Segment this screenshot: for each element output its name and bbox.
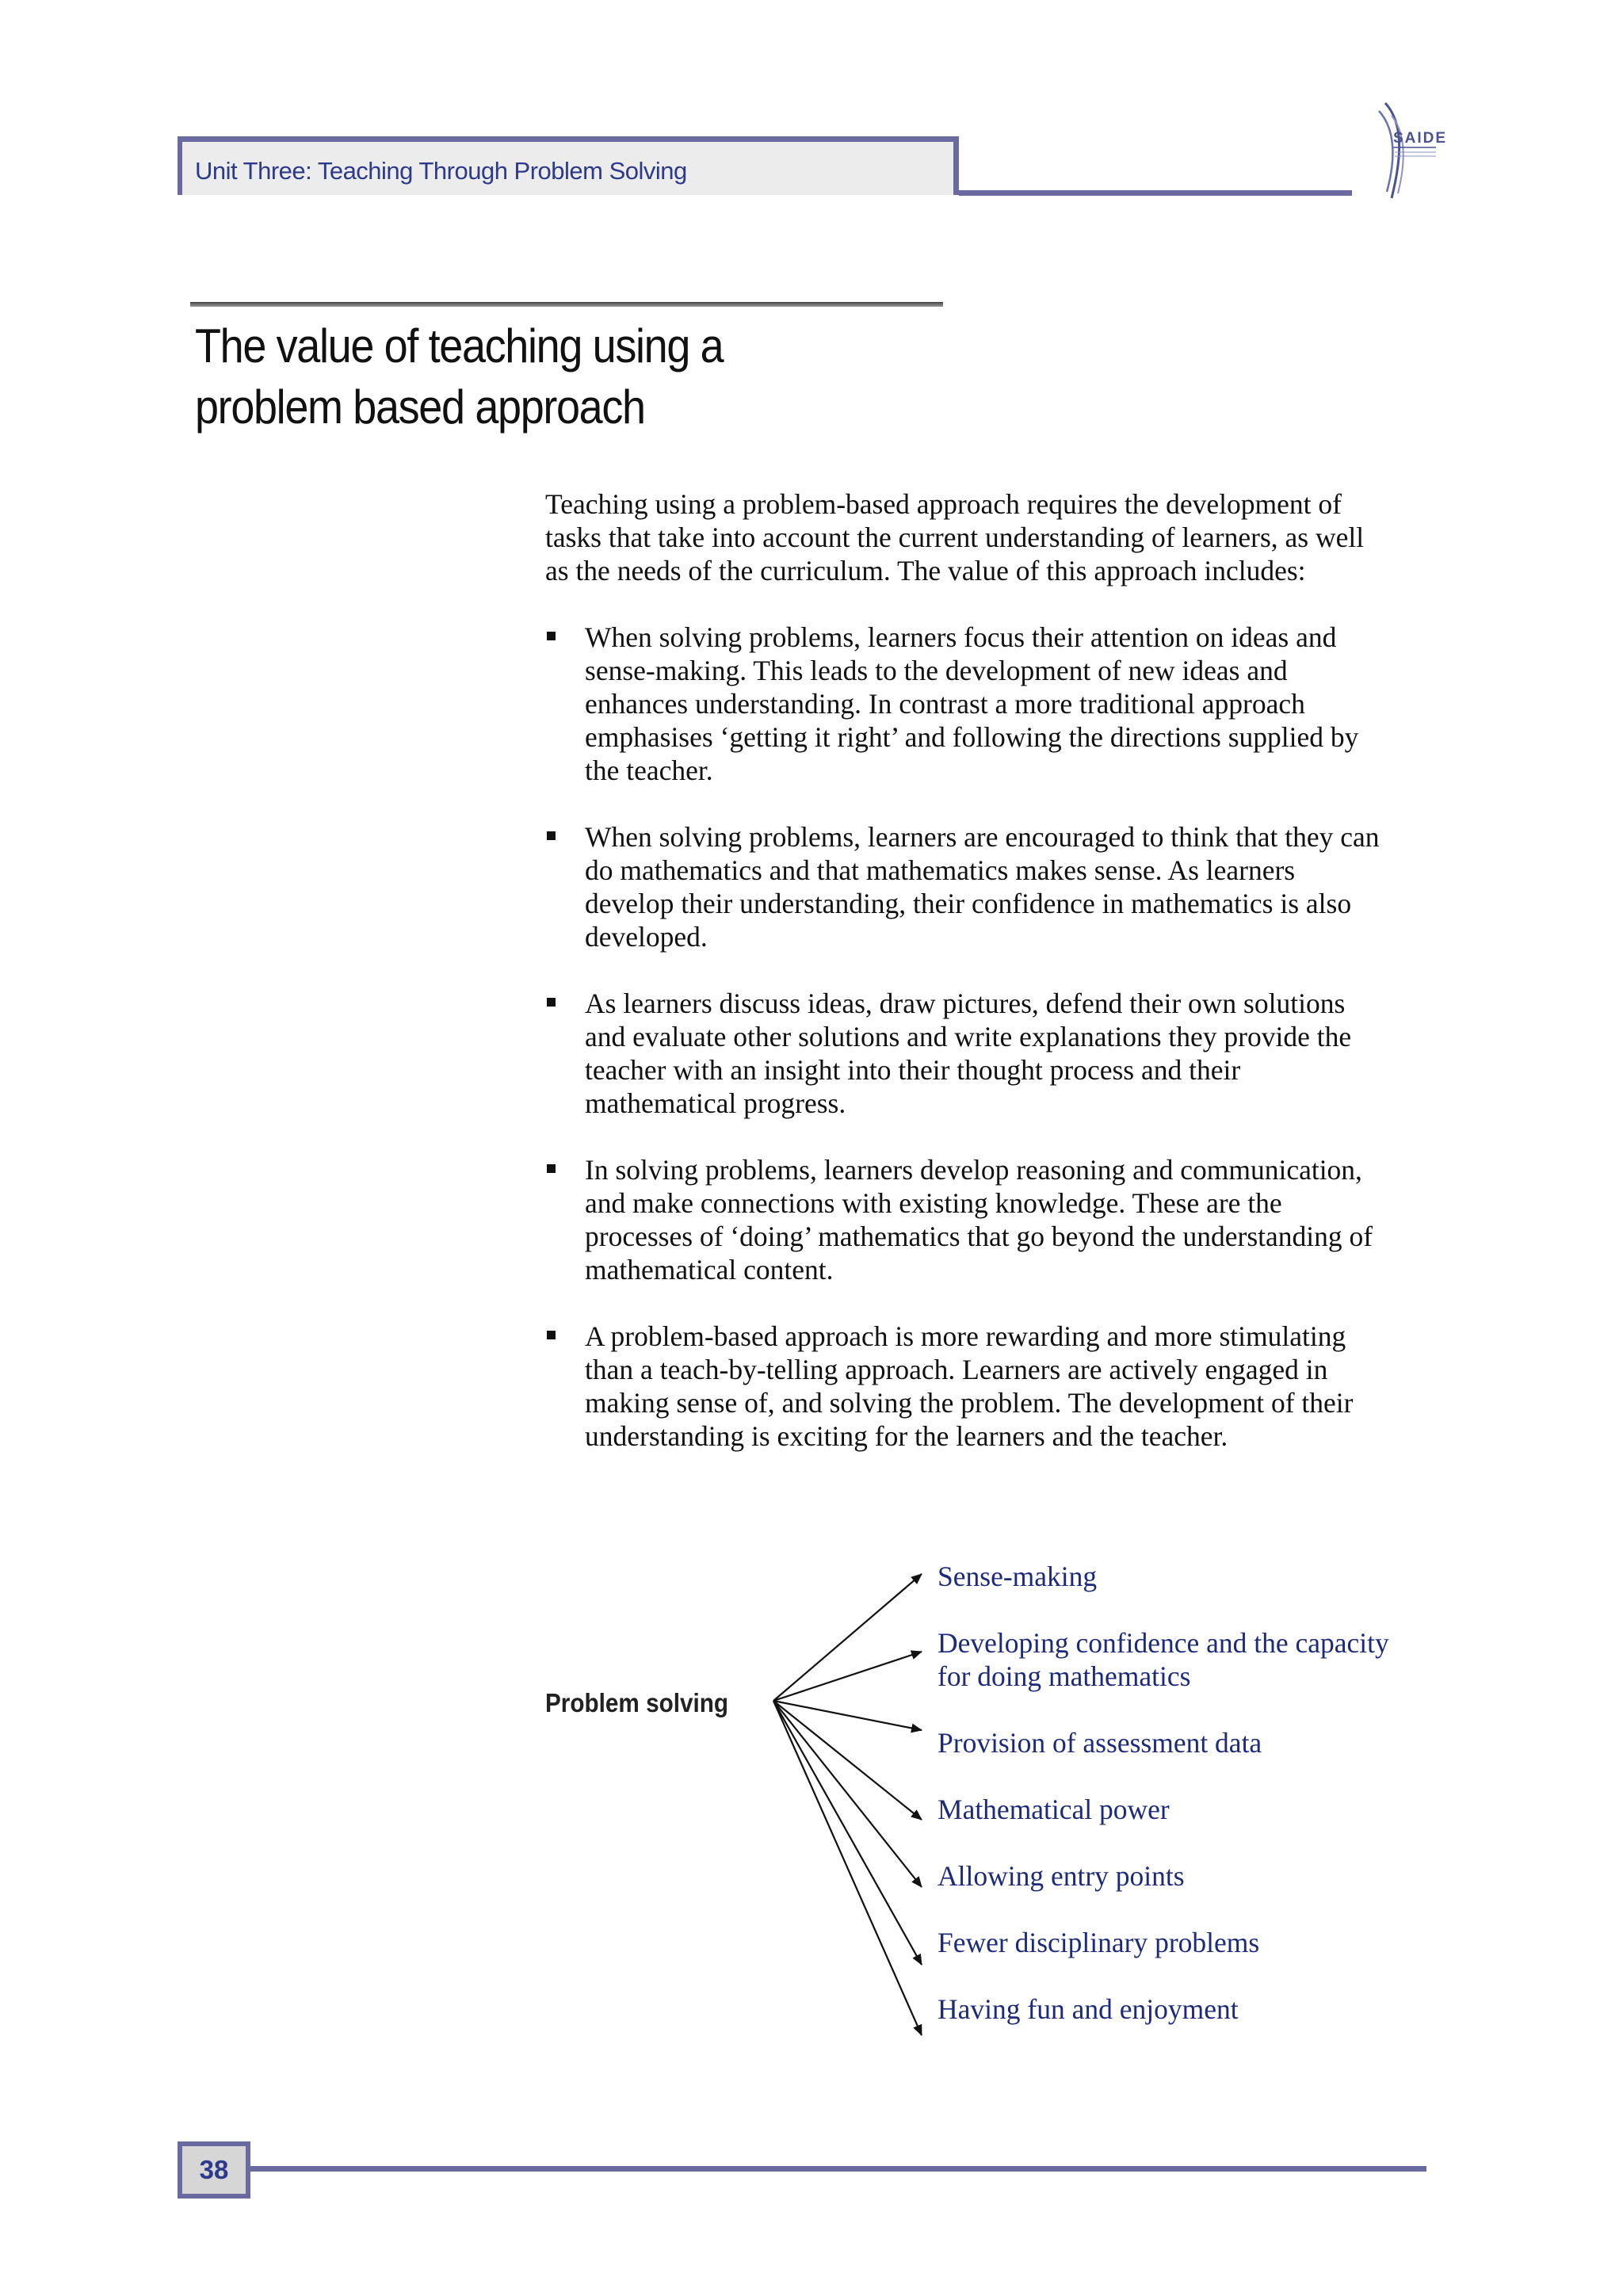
bullet-item <box>545 621 1465 787</box>
bullet-item <box>545 987 1465 1120</box>
intro-line: tasks that take into account the current understanding of learners, as well <box>545 521 1365 553</box>
bullet-item <box>545 1320 1465 1453</box>
outcome-line: Provision of assessment data <box>938 1727 1262 1759</box>
bullet-line: do mathematics and that mathematics makes sense. As learners <box>585 854 1296 886</box>
bullet-line: and make connections with existing knowledge. These are the <box>585 1187 1282 1219</box>
bullet-line: understanding is exciting for the learners and the teacher. <box>585 1420 1228 1452</box>
value-bullet-list <box>545 621 1465 1486</box>
outcome-item <box>938 1560 1461 1593</box>
bullet-item <box>545 1153 1465 1286</box>
intro-line: as the needs of the curriculum. The value of this approach includes: <box>545 555 1306 586</box>
bullet-line: teacher with an insight into their thought process and their <box>585 1054 1241 1086</box>
bullet-line: making sense of, and solving the problem. The development of their <box>585 1387 1354 1419</box>
outcome-line: Developing confidence and the capacity <box>938 1627 1389 1659</box>
arrow-assessment-data <box>773 1701 922 1730</box>
bullet-line: develop their understanding, their confidence in mathematics is also <box>585 888 1352 919</box>
page-number: 38 <box>199 2155 229 2184</box>
intro-paragraph <box>545 487 1457 587</box>
diagram-source-label: Problem solving <box>545 1688 729 1717</box>
outcome-item <box>938 1726 1461 1759</box>
outcome-line: Mathematical power <box>938 1794 1170 1825</box>
arrow-sense-making <box>773 1574 922 1701</box>
arrow-entry-points <box>773 1701 922 1887</box>
outcome-item <box>938 1859 1461 1893</box>
square-bullet-icon <box>547 632 556 640</box>
arrow-fewer-disciplinary <box>773 1701 922 1965</box>
outcome-item <box>938 1926 1461 1959</box>
outcome-line: for doing mathematics <box>938 1660 1191 1692</box>
bullet-line: the teacher. <box>585 755 713 786</box>
unit-title: Unit Three: Teaching Through Problem Solving <box>195 157 687 185</box>
arrow-fun-enjoyment <box>773 1701 922 2035</box>
outcome-item <box>938 1992 1461 2026</box>
arrow-mathematical-power <box>773 1701 922 1820</box>
outcome-line: Having fun and enjoyment <box>938 1993 1239 2025</box>
bullet-line: sense-making. This leads to the development of new ideas and <box>585 655 1288 686</box>
header-divider <box>959 190 1352 196</box>
square-bullet-icon <box>547 1164 556 1173</box>
bullet-line: and evaluate other solutions and write explanations they provide the <box>585 1021 1352 1052</box>
outcome-item <box>938 1626 1461 1693</box>
outcome-line: Allowing entry points <box>938 1860 1185 1892</box>
page-title-line: problem based approach <box>195 380 645 434</box>
square-bullet-icon <box>547 998 556 1007</box>
bullet-line: processes of ‘doing’ mathematics that go beyond the understanding of <box>585 1221 1373 1252</box>
outcome-line: Sense-making <box>938 1561 1098 1592</box>
footer-divider <box>250 2166 1426 2172</box>
saide-logo-icon <box>1366 98 1438 201</box>
bullet-line: A problem-based approach is more rewarding and more stimulating <box>585 1320 1346 1352</box>
outcome-line: Fewer disciplinary problems <box>938 1927 1260 1958</box>
square-bullet-icon <box>547 831 556 840</box>
bullet-line: developed. <box>585 921 708 953</box>
page-title <box>195 315 837 437</box>
square-bullet-icon <box>547 1331 556 1339</box>
bullet-line: mathematical progress. <box>585 1087 846 1119</box>
bullet-line: In solving problems, learners develop reasoning and communication, <box>585 1154 1362 1186</box>
bullet-line: enhances understanding. In contrast a more traditional approach <box>585 688 1305 720</box>
page-title-line: The value of teaching using a <box>195 319 724 372</box>
bullet-line: mathematical content. <box>585 1254 834 1286</box>
intro-line: Teaching using a problem-based approach requires the development of <box>545 488 1342 520</box>
bullet-line: As learners discuss ideas, draw pictures, defend their own solutions <box>585 988 1346 1019</box>
outcome-item <box>938 1793 1461 1826</box>
logo-text: SAIDE <box>1393 130 1448 147</box>
bullet-line: than a teach-by-telling approach. Learners are actively engaged in <box>585 1354 1328 1385</box>
bullet-line: emphasises ‘getting it right’ and following the directions supplied by <box>585 721 1359 753</box>
arrow-confidence <box>773 1652 922 1701</box>
bullet-line: When solving problems, learners are encouraged to think that they can <box>585 821 1380 853</box>
bullet-line: When solving problems, learners focus their attention on ideas and <box>585 621 1337 653</box>
title-rule <box>190 302 943 307</box>
bullet-item <box>545 820 1465 953</box>
